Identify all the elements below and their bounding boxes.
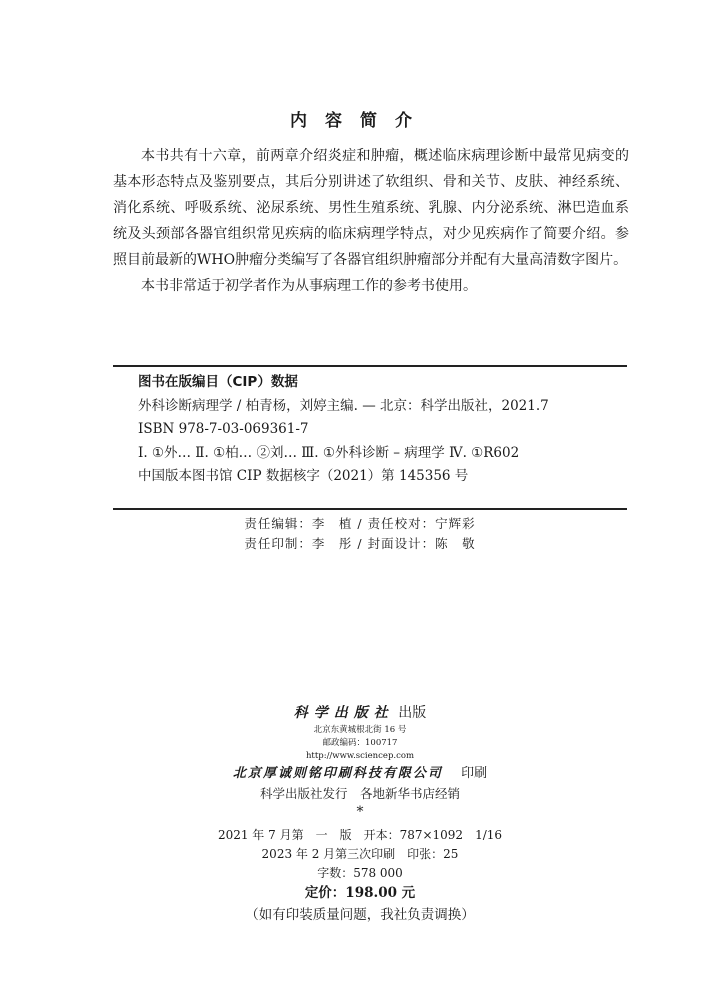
printer-name: 北京厚诚则铭印刷科技有限公司 <box>232 766 443 781</box>
cip-line-record: 中国版本图书馆 CIP 数据核字（2021）第 145356 号 <box>138 468 469 484</box>
cip-line-title: 外科诊断病理学 / 柏青杨，刘婷主编. — 北京：科学出版社，2021.7 <box>138 397 549 414</box>
cip-line-classification: Ⅰ. ①外… Ⅱ. ①柏… ②刘… Ⅲ. ①外科诊断 – 病理学 Ⅳ. ①R602 <box>138 444 520 461</box>
cip-line-isbn: ISBN 978-7-03-069361-7 <box>138 421 309 437</box>
cip-block <box>138 371 628 489</box>
publisher-line <box>0 702 720 724</box>
summary-paragraph-2: 本书非常适于初学者作为从事病理工作的参考书使用。 <box>141 278 477 294</box>
publisher-postcode: 邮政编码：100717 <box>322 738 398 748</box>
imprint-printing: 2023 年 2 月第三次印刷 印张：25 <box>261 847 459 861</box>
distribution-line: 科学出版社发行 各地新华书店经销 <box>259 786 460 801</box>
imprint-block <box>0 826 720 926</box>
cip-heading: 图书在版编目（CIP）数据 <box>138 374 298 390</box>
imprint-word-count: 字数：578 000 <box>317 866 403 880</box>
summary-paragraph-1: 本书共有十六章，前两章介绍炎症和肿瘤，概述临床病理诊断中最常见病变的基本形态特点及鉴别要点，其后分别讲述了软组织、骨和关节、皮肤、神经系统、消化系统、呼吸系统、泌尿系统、男性生殖系统、乳腺、内分泌系统、淋巴造血系统及头颈部各器官组织常见疾病的临床病理学特点，对少见疾病作了简要介绍。参照目前最新的WHO肿瘤分类编写了各器官组织肿瘤部分并配有大量高清数字图片。 <box>113 148 629 268</box>
summary-body <box>113 143 629 299</box>
publisher-block <box>0 702 720 820</box>
editors-line-2: 责任印制：李 彤 / 封面设计：陈 敬 <box>244 536 476 551</box>
publisher-name: 科学出版社 <box>293 705 394 721</box>
publisher-suffix: 出版 <box>398 705 427 721</box>
publisher-address: 北京东黄城根北街 16 号 <box>313 725 407 735</box>
cip-bottom-rule <box>113 508 627 510</box>
separator-star: * <box>356 804 364 820</box>
cip-top-rule <box>113 365 627 367</box>
printer-line <box>0 763 720 784</box>
editors-block <box>0 514 720 554</box>
printer-suffix: 印刷 <box>461 766 488 781</box>
imprint-edition: 2021 年 7 月第 一 版 开本：787×1092 1/16 <box>217 828 503 842</box>
summary-title: 内容简介 <box>290 111 430 131</box>
imprint-note: （如有印装质量问题，我社负责调换） <box>245 907 475 923</box>
imprint-price: 定价：198.00 元 <box>304 885 416 901</box>
publisher-website: http://www.sciencep.com <box>305 751 415 761</box>
editors-line-1: 责任编辑：李 植 / 责任校对：宁辉彩 <box>244 516 476 531</box>
